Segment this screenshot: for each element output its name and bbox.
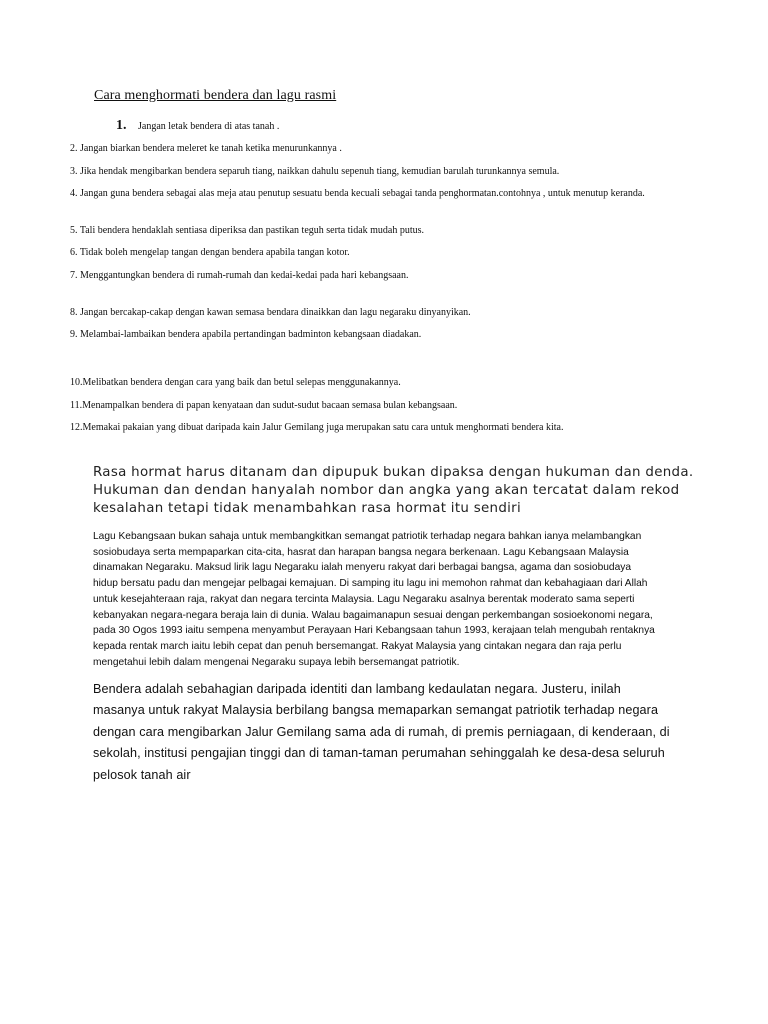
list-item: 6. Tidak boleh mengelap tangan dengan bendera apabila tangan kotor. xyxy=(70,247,350,258)
list-item-number: 1. xyxy=(116,118,127,133)
paragraph-line: untuk kesejahteraan raja, rakyat dan negara tercinta Malaysia. Lagu Negaraku asalnya berentak moderato sama seperti xyxy=(93,593,635,605)
list-item: 11.Menampalkan bendera di papan kenyataan dan sudut-sudut bacaan semasa bulan kebangsaan. xyxy=(70,400,458,411)
paragraph-line: masanya untuk rakyat Malaysia berbilang bangsa memaparkan semangat patriotik terhadap negara xyxy=(93,703,659,718)
quote-block xyxy=(93,464,693,518)
paragraph-line: dengan cara mengibarkan Jalur Gemilang sama ada di rumah, di premis perniagaan, di kenderaan, di xyxy=(93,724,670,739)
quote-line: kesalahan tetapi tidak menambahkan rasa hormat itu sendiri xyxy=(93,501,521,516)
paragraph-lagu-kebangsaan xyxy=(93,529,693,670)
list-item: 5. Tali bendera hendaklah sentiasa diperiksa dan pastikan teguh serta tidak mudah putus. xyxy=(70,225,425,236)
list-item: 2. Jangan biarkan bendera meleret ke tanah ketika menurunkannya . xyxy=(70,143,342,154)
paragraph-line: sosiobudaya serta mempaparkan cita-cita, hasrat dan harapan bangsa negara berkenaan. Lagu Kebangsaan Malaysia xyxy=(93,546,629,558)
paragraph-line: sekolah, institusi pengajian tinggi dan di taman-taman perumahan sehinggalah ke desa-desa seluruh xyxy=(93,746,665,761)
quote-line: Rasa hormat harus ditanam dan dipupuk bukan dipaksa dengan hukuman dan denda. xyxy=(93,465,694,480)
quote-line: Hukuman dan dendan hanyalah nombor dan angka yang akan tercatat dalam rekod xyxy=(93,483,680,498)
paragraph-bendera xyxy=(93,679,693,786)
list-item: 7. Menggantungkan bendera di rumah-rumah dan kedai-kedai pada hari kebangsaan. xyxy=(70,270,409,281)
list-item: 9. Melambai-lambaikan bendera apabila pertandingan badminton kebangsaan diadakan. xyxy=(70,329,422,340)
paragraph-line: hidup bersatu padu dan mengejar pelbagai kemajuan. Di samping itu lagu ini memohon rahmat dan kebahagiaan dari Allah xyxy=(93,578,648,590)
list-item xyxy=(116,118,279,134)
paragraph-line: dinamakan Negaraku. Maksud lirik lagu Negaraku ialah menyeru rakyat dari berbagai bangsa, agama dan sosiobudaya xyxy=(93,562,631,574)
list-item: 8. Jangan bercakap-cakap dengan kawan semasa bendara dinaikkan dan lagu negaraku dinyanyikan. xyxy=(70,307,471,318)
paragraph-line: Lagu Kebangsaan bukan sahaja untuk membangkitkan semangat patriotik terhadap negara bahkan ianya melambangkan xyxy=(93,531,642,542)
paragraph-line: pada 30 Ogos 1993 iaitu sempena menyambut Perayaan Hari Kebangsaan tahun 1993, kerajaan telah mengubah rentaknya xyxy=(93,625,655,637)
paragraph-line: pelosok tanah air xyxy=(93,767,191,782)
paragraph-line: kebanyakan negara-negara beraja lain di dunia. Walau bagaimanapun sesuai dengan perkembangan sosioekonomi negara, xyxy=(93,609,653,621)
list-item-text: Jangan letak bendera di atas tanah . xyxy=(138,121,280,132)
paragraph-line: mengetahui lebih dalam mengenai Negaraku supaya lebih bersemangat patriotik. xyxy=(93,656,460,668)
document-title: Cara menghormati bendera dan lagu rasmi xyxy=(94,88,337,103)
list-item: 10.Melibatkan bendera dengan cara yang baik dan betul selepas menggunakannya. xyxy=(70,377,401,388)
list-item: 12.Memakai pakaian yang dibuat daripada kain Jalur Gemilang juga merupakan satu cara untuk menghormati bendera kita. xyxy=(70,422,564,433)
paragraph-line: Bendera adalah sebahagian daripada identiti dan lambang kedaulatan negara. Justeru, inilah xyxy=(93,682,621,696)
list-item: 3. Jika hendak mengibarkan bendera separuh tiang, naikkan dahulu sepenuh tiang, kemudian barulah turunkannya semula. xyxy=(70,166,560,177)
paragraph-line: kepada rentak march iaitu lebih cepat dan penuh bersemangat. Rakyat Malaysia yang cintakan negara dan raja perlu xyxy=(93,640,622,652)
list-item: 4. Jangan guna bendera sebagai alas meja atau penutup sesuatu benda kecuali sebagai tanda penghormatan.contohnya , untuk menutup keranda. xyxy=(70,188,645,199)
